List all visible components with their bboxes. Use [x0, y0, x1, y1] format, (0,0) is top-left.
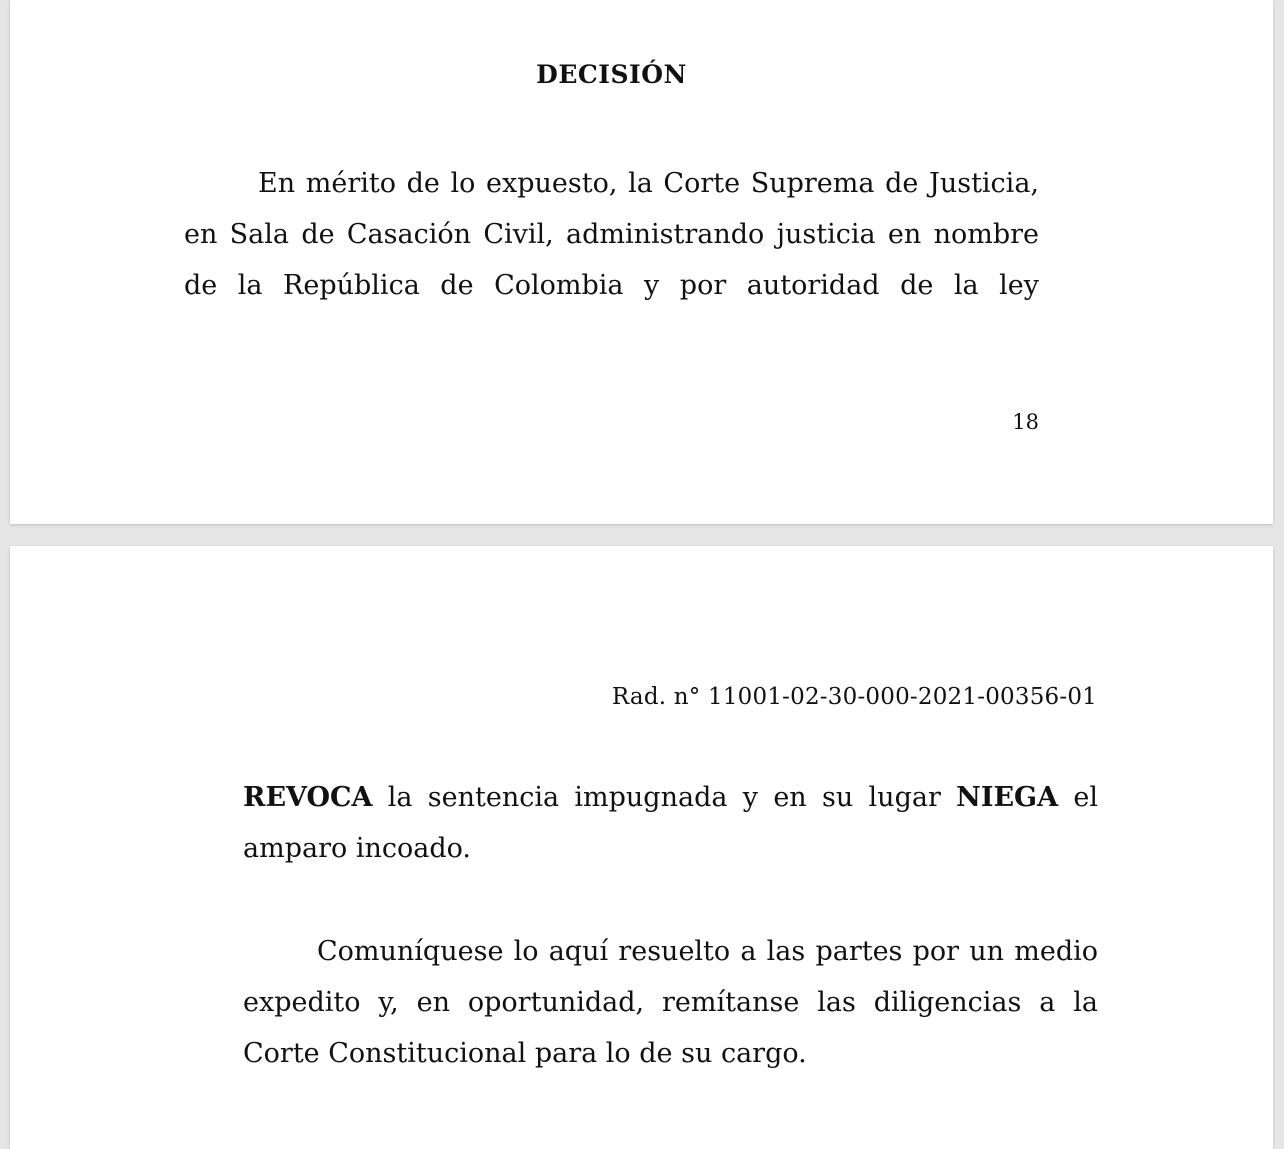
- niega-keyword: NIEGA: [956, 782, 1059, 813]
- paragraph-line: Corte Constitucional para lo de su cargo.: [243, 1038, 807, 1069]
- resolution-text: la sentencia impugnada y en su lugar: [372, 782, 957, 813]
- resolution-paragraph: [243, 772, 1098, 874]
- paragraph-line: expedito y, en oportunidad, remítanse las diligencias a la: [243, 987, 1098, 1018]
- paragraph-line: de la República de Colombia y por autoridad de la ley: [184, 270, 1039, 301]
- radicado-header: Rad. n° 11001-02-30-000-2021-00356-01: [611, 684, 1097, 710]
- resolution-line: amparo incoado.: [243, 833, 471, 864]
- revoca-keyword: REVOCA: [243, 782, 373, 813]
- resolution-text-end: el: [1058, 782, 1098, 813]
- paragraph-line: en Sala de Casación Civil, administrando justicia en nombre: [184, 219, 1039, 250]
- page-number: 18: [1012, 410, 1039, 434]
- communication-paragraph: [243, 926, 1098, 1079]
- paragraph-line: En mérito de lo expuesto, la Corte Suprema de Justicia,: [258, 168, 1039, 199]
- document-page-18: [10, 0, 1273, 524]
- section-heading: DECISIÓN: [536, 60, 687, 89]
- paragraph-line: Comuníquese lo aquí resuelto a las partes por un medio: [317, 936, 1098, 967]
- resolution-line: [243, 772, 1098, 823]
- decision-paragraph: [184, 158, 1039, 311]
- document-page-19: [10, 546, 1273, 1149]
